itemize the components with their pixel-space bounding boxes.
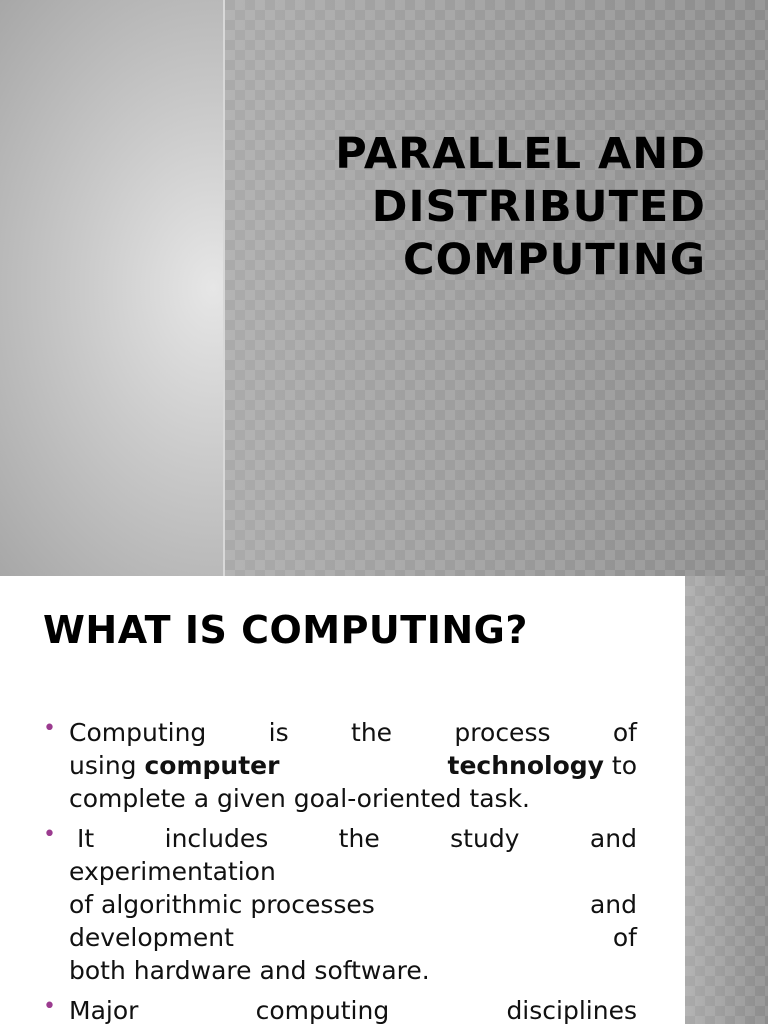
- text-run: [69, 749, 279, 782]
- word: It: [77, 824, 95, 853]
- bold-word: computer: [144, 751, 280, 780]
- text-line: [69, 855, 637, 888]
- word: Computing: [69, 718, 207, 747]
- content-slide: [0, 576, 768, 1024]
- text-run: [448, 749, 638, 782]
- word: and: [589, 824, 637, 853]
- title-line: DISTRIBUTED: [371, 182, 706, 232]
- text-line: [69, 888, 637, 921]
- word: the: [351, 718, 393, 747]
- word: complete a given goal-oriented task.: [69, 784, 530, 813]
- text-line: [69, 822, 637, 855]
- word: and: [589, 890, 637, 919]
- word: disciplines: [506, 996, 637, 1024]
- content-slide-pattern-strip: [685, 576, 768, 1024]
- word: computing: [255, 996, 390, 1024]
- word: using: [69, 751, 137, 780]
- slide-heading: WHAT IS COMPUTING?: [43, 608, 528, 652]
- word: process: [454, 718, 551, 747]
- word: of algorithmic processes: [69, 890, 375, 919]
- word: study: [450, 824, 520, 853]
- text-line: [69, 921, 637, 954]
- word: development: [69, 923, 234, 952]
- word: experimentation: [69, 857, 276, 886]
- title-slide-pattern-panel: [225, 0, 768, 576]
- bullet-list: [43, 716, 637, 1024]
- word: to: [611, 751, 637, 780]
- title-line: COMPUTING: [403, 235, 706, 285]
- word: both hardware and software.: [69, 956, 430, 985]
- title-slide-left-panel: [0, 0, 224, 576]
- bullet-icon: •: [43, 716, 56, 741]
- text-line: [69, 716, 637, 749]
- list-item: [43, 822, 637, 987]
- list-item: [43, 716, 637, 815]
- list-item: [43, 994, 637, 1024]
- bullet-icon: •: [43, 994, 56, 1019]
- bold-word: technology: [447, 751, 604, 780]
- word: includes: [164, 824, 269, 853]
- text-line: [69, 994, 637, 1024]
- text-line: [69, 954, 637, 987]
- bullet-icon: •: [43, 822, 56, 847]
- word: Major: [69, 996, 139, 1024]
- text-line: [69, 749, 637, 782]
- text-line: [69, 782, 637, 815]
- title-line: PARALLEL AND: [335, 129, 706, 179]
- presentation-title: [266, 128, 706, 287]
- word: of: [612, 923, 637, 952]
- word: the: [338, 824, 380, 853]
- word: is: [268, 718, 289, 747]
- word: of: [612, 718, 637, 747]
